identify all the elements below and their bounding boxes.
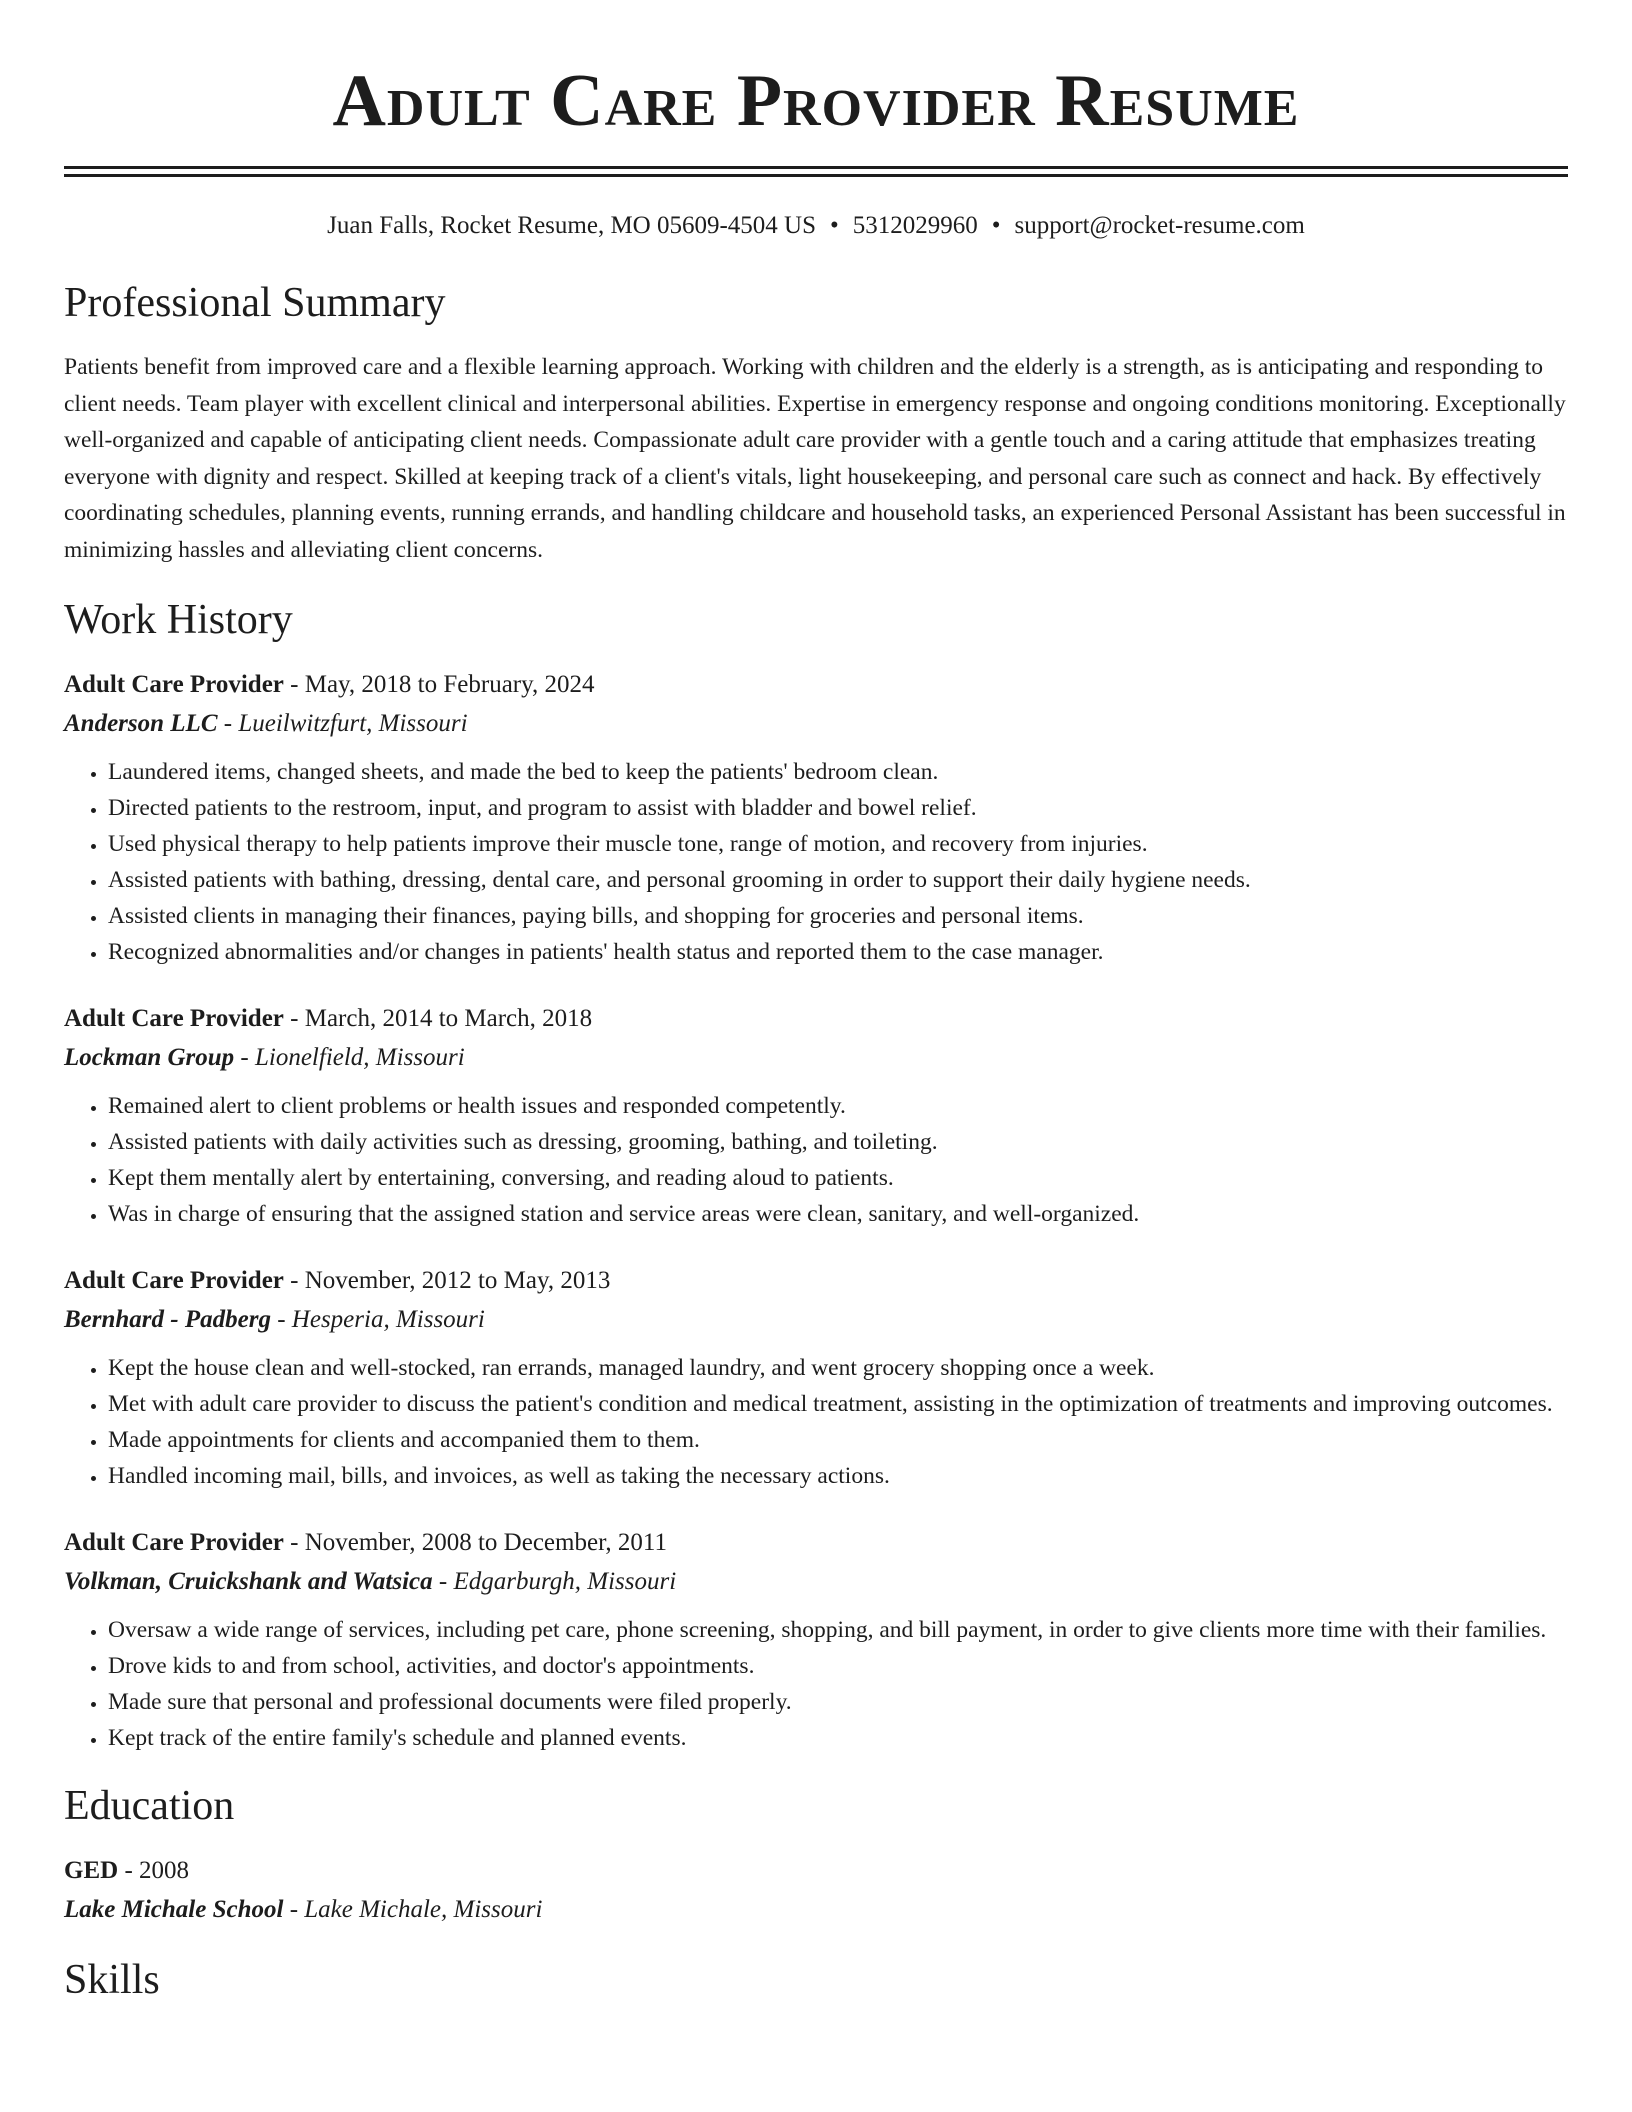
school-location: Lake Michale, Missouri xyxy=(304,1896,543,1923)
company-name: Lockman Group xyxy=(64,1044,235,1071)
list-item: • Assisted patients with daily activities such as dressing, grooming, bathing, and toileting. xyxy=(108,1124,1568,1160)
company-line: Lockman Group - Lionelfield, Missouri xyxy=(64,1044,465,1071)
list-item: • Assisted patients with bathing, dressing, dental care, and personal grooming in order to support their daily hygiene needs. xyxy=(108,862,1568,898)
job-title: Adult Care Provider xyxy=(64,1267,284,1294)
contact-email: support@rocket-resume.com xyxy=(1014,212,1305,239)
list-item: • Laundered items, changed sheets, and made the bed to keep the patients' bedroom clean. xyxy=(108,754,1568,790)
job-duties-list xyxy=(64,754,1568,970)
company-name: Volkman, Cruickshank and Watsica xyxy=(64,1568,433,1595)
company-location: Hesperia, Missouri xyxy=(291,1306,485,1333)
title-divider-bottom xyxy=(64,174,1568,177)
skills-heading: Skills xyxy=(64,1957,160,2003)
education-heading: Education xyxy=(64,1783,235,1829)
title-divider-top xyxy=(64,166,1568,169)
list-item: • Remained alert to client problems or health issues and responded competently. xyxy=(108,1088,1568,1124)
list-item: • Handled incoming mail, bills, and invoices, as well as taking the necessary actions. xyxy=(108,1458,1568,1494)
company-line: Volkman, Cruickshank and Watsica - Edgarburgh, Missouri xyxy=(64,1568,677,1595)
contact-separator: • xyxy=(830,212,839,239)
contact-address: Juan Falls, Rocket Resume, MO 05609-4504 US xyxy=(327,212,817,239)
job-entry xyxy=(64,666,1568,970)
graduation-year: 2008 xyxy=(139,1857,190,1884)
list-item: • Assisted clients in managing their finances, paying bills, and shopping for groceries and personal items. xyxy=(108,898,1568,934)
summary-text: Patients benefit from improved care and a flexible learning approach. Working with children and the elderly is a strength, as is anticipating and responding to client needs. Team player with excellent clinical and interpersonal abilities. Expertise in emergency response and ongoing conditions monitoring. Exceptionally well-organized and capable of anticipating client needs. Compassionate adult care provider with a gentle touch and a caring attitude that emphasizes treating everyone with dignity and respect. Skilled at keeping track of a client's vitals, light housekeeping, and personal care such as connect and hack. By effectively coordinating schedules, planning events, running errands, and handling childcare and household tasks, an experienced Personal Assistant has been successful in minimizing hassles and alleviating client concerns. xyxy=(64,354,1566,563)
company-line: Anderson LLC - Lueilwitzfurt, Missouri xyxy=(64,710,468,737)
list-item: • Kept track of the entire family's schedule and planned events. xyxy=(108,1720,1568,1756)
company-line: Bernhard - Padberg - Hesperia, Missouri xyxy=(64,1306,485,1333)
school-name: Lake Michale School xyxy=(64,1896,284,1923)
contact-separator: • xyxy=(991,212,1001,239)
summary-heading: Professional Summary xyxy=(64,280,446,326)
list-item: • Kept them mentally alert by entertaining, conversing, and reading aloud to patients. xyxy=(108,1160,1568,1196)
list-item: • Used physical therapy to help patients improve their muscle tone, range of motion, and recovery from injuries. xyxy=(108,826,1568,862)
list-item: • Oversaw a wide range of services, including pet care, phone screening, shopping, and bill payment, in order to give clients more time with their families. xyxy=(108,1612,1568,1648)
list-item: • Directed patients to the restroom, input, and program to assist with bladder and bowel relief. xyxy=(108,790,1568,826)
job-duties-list xyxy=(64,1350,1568,1494)
job-duties-list xyxy=(64,1088,1568,1232)
contact-phone: 5312029960 xyxy=(852,212,978,239)
job-title-line: Adult Care Provider - March, 2014 to March, 2018 xyxy=(64,1005,593,1032)
degree-line: GED - 2008 xyxy=(64,1857,190,1884)
job-entry xyxy=(64,1262,1568,1494)
school-line: Lake Michale School - Lake Michale, Missouri xyxy=(64,1896,543,1923)
work-history-heading: Work History xyxy=(64,597,293,643)
job-entry xyxy=(64,1524,1568,1756)
job-dates: March, 2014 to March, 2018 xyxy=(304,1005,593,1032)
company-name: Anderson LLC xyxy=(64,710,218,737)
job-dates: May, 2018 to February, 2024 xyxy=(304,671,595,698)
list-item: • Kept the house clean and well-stocked, ran errands, managed laundry, and went grocery shopping once a week. xyxy=(108,1350,1568,1386)
job-duties-list xyxy=(64,1612,1568,1756)
contact-line xyxy=(64,211,1568,241)
list-item: • Made sure that personal and professional documents were filed properly. xyxy=(108,1684,1568,1720)
job-title-line: Adult Care Provider - November, 2008 to December, 2011 xyxy=(64,1529,667,1556)
job-title-line: Adult Care Provider - November, 2012 to May, 2013 xyxy=(64,1267,611,1294)
job-title-line: Adult Care Provider - May, 2018 to February, 2024 xyxy=(64,671,595,698)
page-title: Adult Care Provider Resume xyxy=(332,60,1300,142)
list-item: • Recognized abnormalities and/or changes in patients' health status and reported them to the case manager. xyxy=(108,934,1568,970)
company-location: Lionelfield, Missouri xyxy=(254,1044,465,1071)
job-dates: November, 2012 to May, 2013 xyxy=(304,1267,611,1294)
job-title: Adult Care Provider xyxy=(64,1529,284,1556)
list-item: • Drove kids to and from school, activities, and doctor's appointments. xyxy=(108,1648,1568,1684)
resume-page xyxy=(64,0,1568,2004)
list-item: • Was in charge of ensuring that the assigned station and service areas were clean, sanitary, and well-organized. xyxy=(108,1196,1568,1232)
list-item: • Met with adult care provider to discuss the patient's condition and medical treatment, assisting in the optimization of treatments and improving outcomes. xyxy=(108,1386,1568,1422)
job-entry xyxy=(64,1000,1568,1232)
company-location: Edgarburgh, Missouri xyxy=(453,1568,677,1595)
job-title: Adult Care Provider xyxy=(64,671,284,698)
degree: GED xyxy=(64,1857,119,1884)
company-name: Bernhard - Padberg xyxy=(64,1306,271,1333)
job-dates: November, 2008 to December, 2011 xyxy=(304,1529,667,1556)
job-title: Adult Care Provider xyxy=(64,1005,284,1032)
list-item: • Made appointments for clients and accompanied them to them. xyxy=(108,1422,1568,1458)
education-entry xyxy=(64,1852,1568,1930)
company-location: Lueilwitzfurt, Missouri xyxy=(238,710,468,737)
